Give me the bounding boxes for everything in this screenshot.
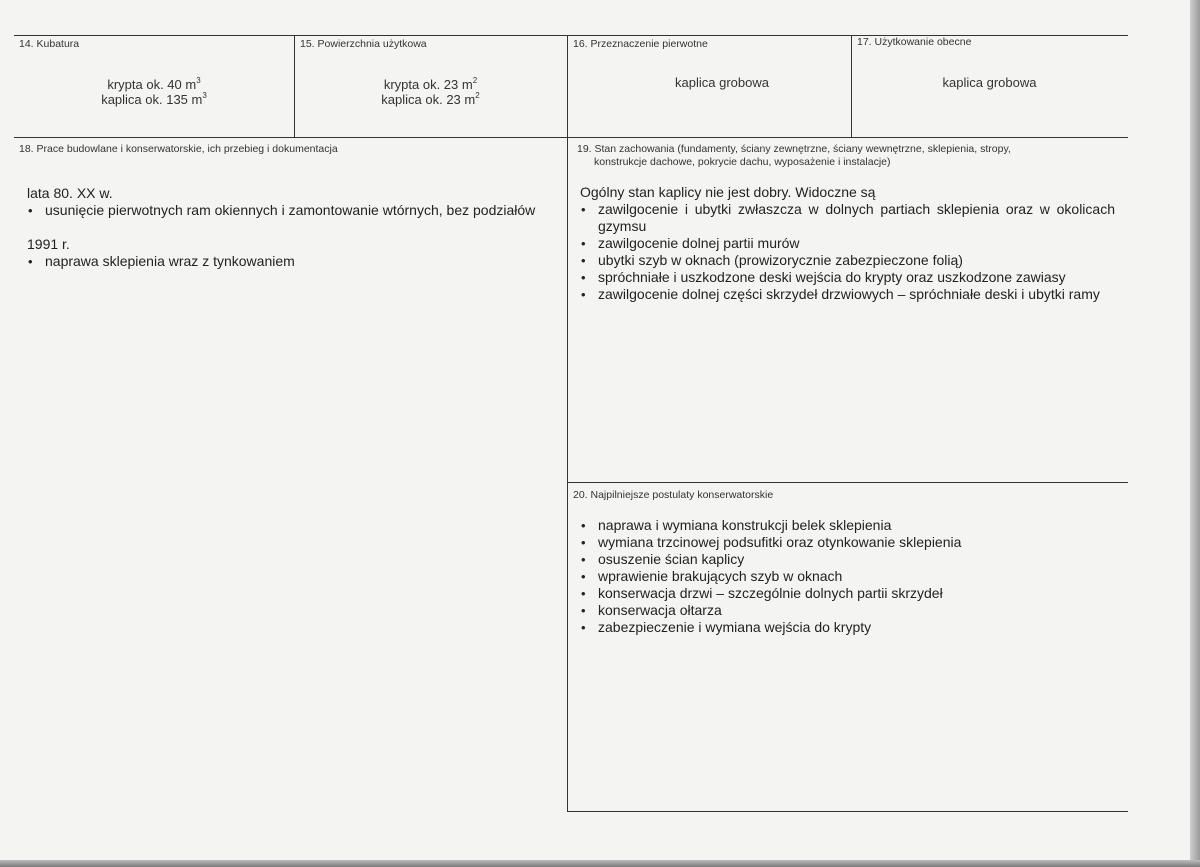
list-item: • ubytki szyb w oknach (prowizorycznie zabezpieczone folią) — [580, 252, 1115, 269]
list-item: • wprawienie brakujących szyb w oknach — [580, 568, 1115, 585]
field-20-label: 20. Najpilniejsze postulaty konserwatorskie — [573, 489, 774, 501]
list-item: • zabezpieczenie i wymiana wejścia do krypty — [580, 619, 1115, 636]
condition-list — [580, 201, 1115, 303]
list-item: • wymiana trzcinowej podsufitki oraz otynkowanie sklepienia — [580, 534, 1115, 551]
period-heading: 1991 r. — [27, 236, 70, 252]
field-15-label: 15. Powierzchnia użytkowa — [300, 38, 427, 50]
field-19-content — [580, 184, 1115, 303]
list-item: • usunięcie pierwotnych ram okiennych i zamontowanie wtórnych, bez podziałów — [27, 202, 557, 219]
field-18-label: 18. Prace budowlane i konserwatorskie, ich przebieg i dokumentacja — [19, 143, 338, 155]
field-19-label: 19. Stan zachowania (fundamenty, ściany zewnętrzne, ściany wewnętrzne, sklepienia, stropy, konstrukcje dachowe, pokrycie dachu, wyposażenie i instalacje) — [577, 143, 1011, 168]
field-15-value — [294, 77, 567, 107]
scan-edge-bottom — [0, 860, 1200, 867]
krypta-volume: krypta ok. 40 $m^3$ — [107, 76, 201, 92]
field-16-value: kaplica grobowa — [675, 75, 769, 90]
period1-list — [27, 202, 557, 219]
field-18-content — [27, 185, 557, 270]
period-heading: lata 80. XX w. — [27, 185, 113, 201]
kaplica-volume: kaplica ok. 135 $m^3$ — [101, 91, 207, 107]
rule-section20-top — [567, 482, 1128, 483]
period2-list — [27, 253, 557, 270]
list-item: • zawilgocenie i ubytki zwłaszcza w dolnych partiach sklepienia oraz w okolicach gzymsu — [580, 201, 1115, 235]
field-14-label: 14. Kubatura — [19, 38, 80, 50]
list-item: • naprawa i wymiana konstrukcji belek sklepienia — [580, 517, 1115, 534]
rule-row1-bottom — [14, 137, 1128, 138]
field-17-label: 17. Użytkowanie obecne — [857, 36, 972, 48]
list-item: • konserwacja drzwi – szczególnie dolnych partii skrzydeł — [580, 585, 1115, 602]
field-14-value — [14, 77, 294, 107]
list-item: • konserwacja ołtarza — [580, 602, 1115, 619]
field-17-value: kaplica grobowa — [942, 75, 1037, 90]
list-item: • naprawa sklepienia wraz z tynkowaniem — [27, 253, 557, 270]
list-item: • zawilgocenie dolnej części skrzydeł drzwiowych – spróchniałe deski i ubytki ramy — [580, 286, 1115, 303]
scan-edge-right — [1190, 0, 1200, 867]
list-item: • zawilgocenie dolnej partii murów — [580, 235, 1115, 252]
divider-15-16 — [567, 35, 568, 811]
postulates-list — [580, 517, 1115, 636]
list-item: • osuszenie ścian kaplicy — [580, 551, 1115, 568]
list-item: • spróchniałe i uszkodzone deski wejścia do krypty oraz uszkodzone zawiasy — [580, 269, 1115, 286]
kaplica-area: kaplica ok. 23 $m^2$ — [381, 91, 480, 107]
field-20-content — [580, 517, 1115, 636]
condition-intro: Ogólny stan kaplicy nie jest dobry. Widoczne są — [580, 184, 876, 200]
field-16-label: 16. Przeznaczenie pierwotne — [573, 38, 708, 50]
krypta-area: krypta ok. 23 $m^2$ — [383, 76, 478, 92]
rule-bottom — [567, 811, 1128, 812]
